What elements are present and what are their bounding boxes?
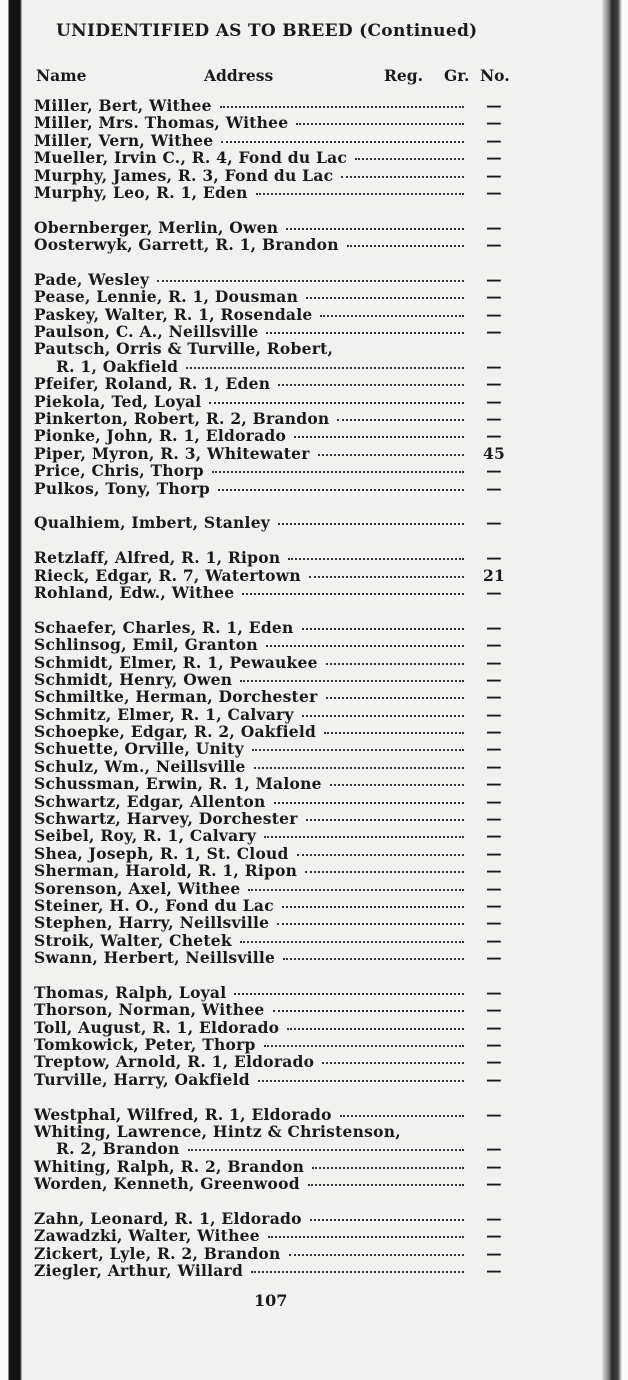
entry-name-address: Whiting, Lawrence, Hintz & Christenson, <box>34 1122 401 1142</box>
entry-name-address: Oosterwyk, Garrett, R. 1, Brandon <box>34 235 339 255</box>
entry-number: — <box>486 1139 502 1159</box>
header-reg: Reg. <box>384 66 423 85</box>
list-item <box>34 132 516 149</box>
entry-name-address: Ziegler, Arthur, Willard <box>34 1261 244 1281</box>
list-item <box>34 862 516 879</box>
entry-group <box>34 219 516 254</box>
entry-name-address: Stephen, Harry, Neillsville <box>34 913 270 933</box>
dot-leader <box>320 315 464 317</box>
entry-name-address: Schuette, Orville, Unity <box>34 739 244 759</box>
list-item <box>34 358 516 375</box>
entry-name-address: Paulson, C. A., Neillsville <box>34 322 259 342</box>
entry-name-address: Swann, Herbert, Neillsville <box>34 948 276 968</box>
list-item <box>34 827 516 844</box>
entry-name-address: Retzlaff, Alfred, R. 1, Ripon <box>34 548 281 568</box>
entry-number: — <box>486 1052 502 1072</box>
entry-number: — <box>486 1261 502 1281</box>
entry-number: — <box>486 217 502 237</box>
entry-name-address: Whiting, Ralph, R. 2, Brandon <box>34 1156 305 1176</box>
dot-leader <box>312 1167 464 1169</box>
list-item <box>34 306 516 323</box>
list-item <box>34 340 516 357</box>
list-item <box>34 410 516 427</box>
list-item <box>34 567 516 584</box>
entry-number: — <box>486 687 502 707</box>
dot-leader <box>242 593 464 595</box>
dot-leader <box>282 906 464 908</box>
list-item <box>34 897 516 914</box>
list-item <box>34 810 516 827</box>
dot-leader <box>278 384 464 386</box>
entry-name-address: Shea, Joseph, R. 1, St. Cloud <box>34 843 289 863</box>
page-number: 107 <box>254 1291 288 1310</box>
list-item <box>34 1140 516 1157</box>
dot-leader <box>297 854 464 856</box>
entry-name-address: Murphy, Leo, R. 1, Eden <box>34 182 248 202</box>
entry-number: — <box>486 113 502 133</box>
entry-number: — <box>486 165 502 185</box>
entry-name-address: Miller, Mrs. Thomas, Withee <box>34 113 289 133</box>
dot-leader <box>302 628 464 630</box>
dot-leader <box>274 802 464 804</box>
entry-number: — <box>486 930 502 950</box>
dot-leader <box>240 941 464 943</box>
entry-name-address: Murphy, James, R. 3, Fond du Lac <box>34 165 334 185</box>
dot-leader <box>209 402 464 404</box>
entry-name-address: Westphal, Wilfred, R. 1, Eldorado <box>34 1104 332 1124</box>
entry-number: — <box>486 809 502 829</box>
entry-name-address: Zickert, Lyle, R. 2, Brandon <box>34 1243 281 1263</box>
dot-leader <box>220 106 464 108</box>
dot-leader <box>288 558 464 560</box>
list-item <box>34 167 516 184</box>
entry-number: — <box>486 130 502 150</box>
entry-name-address: Piper, Myron, R. 3, Whitewater <box>34 443 310 463</box>
entry-number: — <box>486 513 502 533</box>
entry-name-address: Rohland, Edw., Withee <box>34 582 235 602</box>
list-item <box>34 427 516 444</box>
dot-leader <box>355 158 464 160</box>
entry-name-address: Schmitz, Elmer, R. 1, Calvary <box>34 704 294 724</box>
entry-number: — <box>486 374 502 394</box>
dot-leader <box>256 193 464 195</box>
header-gr: Gr. <box>444 66 470 85</box>
dot-leader <box>308 1184 464 1186</box>
entry-name-address: Pinkerton, Robert, R. 2, Brandon <box>34 409 330 429</box>
entry-group <box>34 514 516 531</box>
dot-leader <box>287 1028 464 1030</box>
entry-name-address: Paskey, Walter, R. 1, Rosendale <box>34 304 313 324</box>
entry-number: — <box>486 1035 502 1055</box>
entry-name-address: Tomkowick, Peter, Thorp <box>34 1035 256 1055</box>
dot-leader <box>309 576 464 578</box>
entry-list <box>34 97 516 1297</box>
list-item <box>34 758 516 775</box>
dot-leader <box>266 332 464 334</box>
entry-name-address: Turville, Harry, Oakfield <box>34 1069 250 1089</box>
list-item <box>34 1262 516 1279</box>
dot-leader <box>289 1254 464 1256</box>
entry-number: — <box>486 1243 502 1263</box>
entry-name-address: Zawadzki, Walter, Withee <box>34 1226 260 1246</box>
entry-name-address: Thorson, Norman, Withee <box>34 1000 265 1020</box>
entry-group <box>34 1106 516 1193</box>
list-item <box>34 114 516 131</box>
entry-name-address: Sherman, Harold, R. 1, Ripon <box>34 861 298 881</box>
entry-number: — <box>486 1104 502 1124</box>
dot-leader <box>306 297 464 299</box>
entry-number: — <box>486 1226 502 1246</box>
entry-number: — <box>486 1174 502 1194</box>
entry-number: — <box>486 1156 502 1176</box>
dot-leader <box>252 749 464 751</box>
list-item <box>34 288 516 305</box>
dot-leader <box>234 993 464 995</box>
entry-group <box>34 97 516 201</box>
list-item <box>34 845 516 862</box>
header-address: Address <box>204 66 274 85</box>
entry-number: — <box>486 322 502 342</box>
entry-number: — <box>486 669 502 689</box>
entry-number: — <box>486 235 502 255</box>
list-item <box>34 584 516 601</box>
list-item <box>34 671 516 688</box>
entry-number: — <box>486 356 502 376</box>
dot-leader <box>218 489 464 491</box>
list-item <box>34 1071 516 1088</box>
entry-name-address: Zahn, Leonard, R. 1, Eldorado <box>34 1209 302 1228</box>
list-item <box>34 1053 516 1070</box>
list-item <box>34 949 516 966</box>
dot-leader <box>278 523 464 525</box>
dot-leader <box>254 767 464 769</box>
dot-leader <box>337 419 464 421</box>
list-item <box>34 1106 516 1123</box>
list-item <box>34 723 516 740</box>
entry-name-address: Toll, August, R. 1, Eldorado <box>34 1017 280 1037</box>
entry-name-address: R. 2, Brandon <box>56 1139 180 1159</box>
header-name: Name <box>36 66 87 85</box>
list-item <box>34 1158 516 1175</box>
entry-name-address: Stroik, Walter, Chetek <box>34 930 232 950</box>
list-item <box>34 654 516 671</box>
entry-number: — <box>486 269 502 289</box>
entry-name-address: Qualhiem, Imbert, Stanley <box>34 513 271 533</box>
entry-name-address: Steiner, H. O., Fond du Lac <box>34 895 274 915</box>
list-item <box>34 740 516 757</box>
entry-number: — <box>486 1209 502 1228</box>
entry-name-address: Pease, Lennie, R. 1, Dousman <box>34 287 299 307</box>
column-headers <box>34 66 516 86</box>
entry-name-address: Rieck, Edgar, R. 7, Watertown <box>34 565 301 585</box>
entry-name-address: Pade, Wesley <box>34 269 150 289</box>
list-item <box>34 480 516 497</box>
dot-leader <box>268 1236 464 1238</box>
list-item <box>34 184 516 201</box>
entry-number: — <box>486 478 502 498</box>
entry-number: — <box>486 96 502 115</box>
entry-number: — <box>486 722 502 742</box>
list-item <box>34 1001 516 1018</box>
list-item <box>34 1210 516 1227</box>
entry-name-address: Treptow, Arnold, R. 1, Eldorado <box>34 1052 315 1072</box>
entry-name-address: Pulkos, Tony, Thorp <box>34 478 210 498</box>
entry-name-address: Thomas, Ralph, Loyal <box>34 982 227 1002</box>
entry-number: — <box>486 982 502 1002</box>
entry-name-address: Schoepke, Edgar, R. 2, Oakfield <box>34 722 317 742</box>
dot-leader <box>296 123 464 125</box>
dot-leader <box>306 819 464 821</box>
dot-leader <box>330 784 464 786</box>
entry-group <box>34 984 516 1088</box>
book-spine-right <box>602 0 628 1380</box>
list-item <box>34 688 516 705</box>
list-item <box>34 462 516 479</box>
list-item <box>34 149 516 166</box>
entry-name-address: Piekola, Ted, Loyal <box>34 391 202 411</box>
list-item <box>34 880 516 897</box>
entry-number: — <box>486 409 502 429</box>
entry-name-address: Seibel, Roy, R. 1, Calvary <box>34 826 257 846</box>
page-title: UNIDENTIFIED AS TO BREED (Continued) <box>56 21 478 41</box>
dot-leader <box>326 663 464 665</box>
dot-leader <box>326 697 465 699</box>
dot-leader <box>277 923 464 925</box>
entry-number: — <box>486 582 502 602</box>
entry-number: — <box>486 791 502 811</box>
list-item <box>34 619 516 636</box>
dot-leader <box>322 1062 464 1064</box>
entry-number: 45 <box>482 443 506 463</box>
entry-name-address: Worden, Kenneth, Greenwood <box>34 1174 300 1194</box>
entry-number: — <box>486 461 502 481</box>
entry-number: — <box>486 739 502 759</box>
entry-name-address: Schwartz, Harvey, Dorchester <box>34 809 298 829</box>
entry-name-address: Schaefer, Charles, R. 1, Eden <box>34 617 294 637</box>
dot-leader <box>240 680 464 682</box>
list-item <box>34 914 516 931</box>
dot-leader <box>302 715 464 717</box>
entry-number: — <box>486 948 502 968</box>
entry-number: — <box>486 878 502 898</box>
entry-name-address: Schussman, Erwin, R. 1, Malone <box>34 774 322 794</box>
entry-name-address: R. 1, Oakfield <box>56 356 179 376</box>
list-item <box>34 393 516 410</box>
entry-number: — <box>486 756 502 776</box>
entry-number: — <box>486 843 502 863</box>
list-item <box>34 1036 516 1053</box>
entry-name-address: Sorenson, Axel, Withee <box>34 878 241 898</box>
entry-number: — <box>486 635 502 655</box>
entry-number: — <box>486 1000 502 1020</box>
dot-leader <box>264 836 464 838</box>
entry-name-address: Pionke, John, R. 1, Eldorado <box>34 426 287 446</box>
dot-leader <box>248 889 464 891</box>
dot-leader <box>305 871 464 873</box>
header-no: No. <box>480 66 510 85</box>
list-item <box>34 1245 516 1262</box>
dot-leader <box>347 245 464 247</box>
dot-leader <box>318 454 464 456</box>
dot-leader <box>258 1080 464 1082</box>
dot-leader <box>286 228 464 230</box>
entry-name-address: Schmidt, Elmer, R. 1, Pewaukee <box>34 652 318 672</box>
entry-number: — <box>486 1017 502 1037</box>
entry-name-address: Miller, Vern, Withee <box>34 130 214 150</box>
entry-number: — <box>486 617 502 637</box>
entry-number: — <box>486 182 502 202</box>
entry-name-address: Mueller, Irvin C., R. 4, Fond du Lac <box>34 148 348 168</box>
entry-name-address: Price, Chris, Thorp <box>34 461 204 481</box>
dot-leader <box>264 1045 464 1047</box>
book-spine-left <box>0 0 22 1380</box>
entry-number: — <box>486 548 502 568</box>
list-item <box>34 236 516 253</box>
entry-number: — <box>486 426 502 446</box>
entry-number: — <box>486 304 502 324</box>
list-item <box>34 636 516 653</box>
entry-group <box>34 549 516 601</box>
entry-name-address: Schulz, Wm., Neillsville <box>34 756 246 776</box>
entry-number: — <box>486 774 502 794</box>
dot-leader <box>341 176 464 178</box>
list-item <box>34 1227 516 1244</box>
document-page <box>34 0 516 1380</box>
list-item <box>34 219 516 236</box>
entry-number: — <box>486 826 502 846</box>
list-item <box>34 1123 516 1140</box>
entry-number: — <box>486 895 502 915</box>
list-item <box>34 1175 516 1192</box>
entry-group <box>34 271 516 497</box>
entry-name-address: Obernberger, Merlin, Owen <box>34 217 279 237</box>
list-item <box>34 1019 516 1036</box>
entry-name-address: Schmidt, Henry, Owen <box>34 669 233 689</box>
list-item <box>34 97 516 114</box>
entry-number: — <box>486 391 502 411</box>
dot-leader <box>212 471 464 473</box>
list-item <box>34 984 516 1001</box>
entry-group <box>34 619 516 967</box>
entry-number: — <box>486 704 502 724</box>
dot-leader <box>324 732 464 734</box>
entry-name-address: Schlinsog, Emil, Granton <box>34 635 258 655</box>
entry-number: — <box>486 1069 502 1089</box>
entry-name-address: Miller, Bert, Withee <box>34 96 212 115</box>
entry-name-address: Schwartz, Edgar, Allenton <box>34 791 266 811</box>
entry-name-address: Pfeifer, Roland, R. 1, Eden <box>34 374 271 394</box>
dot-leader <box>188 1149 464 1151</box>
list-item <box>34 514 516 531</box>
entry-group <box>34 1210 516 1280</box>
entry-number: — <box>486 652 502 672</box>
entry-name-address: Pautsch, Orris & Turville, Robert, <box>34 339 334 359</box>
entry-number: — <box>486 148 502 168</box>
entry-number: — <box>486 913 502 933</box>
dot-leader <box>283 958 464 960</box>
list-item <box>34 775 516 792</box>
dot-leader <box>186 367 464 369</box>
dot-leader <box>310 1219 464 1221</box>
list-item <box>34 793 516 810</box>
dot-leader <box>221 141 464 143</box>
dot-leader <box>273 1010 464 1012</box>
dot-leader <box>266 645 464 647</box>
list-item <box>34 375 516 392</box>
dot-leader <box>157 280 464 282</box>
dot-leader <box>251 1271 464 1273</box>
list-item <box>34 706 516 723</box>
entry-number: 21 <box>482 565 506 585</box>
list-item <box>34 932 516 949</box>
dot-leader <box>294 436 464 438</box>
list-item <box>34 549 516 566</box>
list-item <box>34 271 516 288</box>
list-item <box>34 323 516 340</box>
entry-number: — <box>486 861 502 881</box>
dot-leader <box>340 1115 464 1117</box>
entry-name-address: Schmiltke, Herman, Dorchester <box>34 687 318 707</box>
entry-number: — <box>486 287 502 307</box>
list-item <box>34 445 516 462</box>
